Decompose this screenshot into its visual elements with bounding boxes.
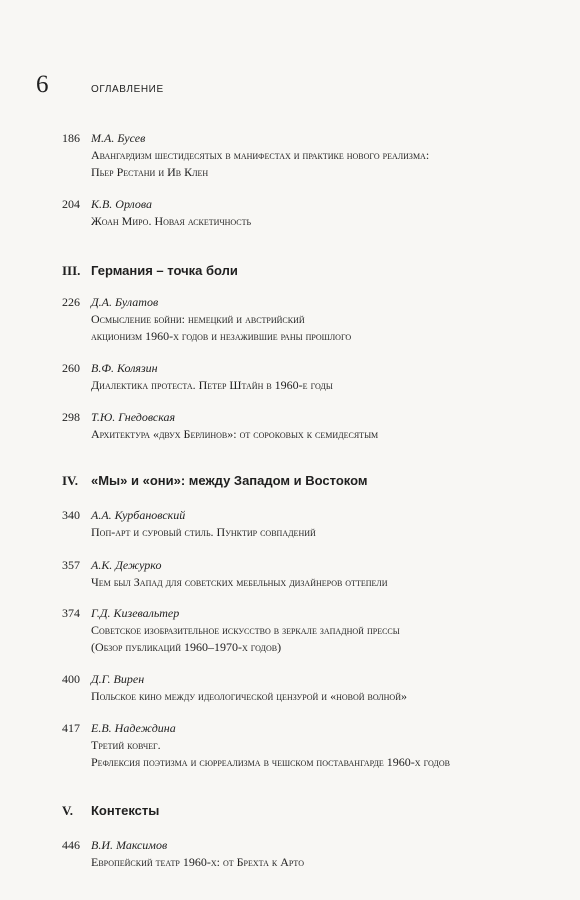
entry-author: А.К. Дежурко: [91, 558, 162, 572]
entry-title-line: Европейский театр 1960-х: от Брехта к Арто: [91, 855, 304, 869]
entry-title-line: Архитектура «двух Берлинов»: от сороковых к семидесятым: [91, 427, 379, 441]
entry-title-line: Осмысление бойни: немецкий и австрийский: [91, 312, 305, 326]
entry-title: [91, 622, 531, 656]
entry-author: А.А. Курбановский: [91, 508, 186, 522]
entry-title-line: Третий ковчег.: [91, 738, 161, 752]
entry-title: [91, 854, 531, 871]
entry-page: 400: [62, 672, 80, 686]
entry-title-line: (Обзор публикаций 1960–1970-х годов): [91, 640, 282, 654]
entry-author: Д.Г. Вирен: [91, 672, 145, 686]
section-number: V.: [62, 803, 73, 818]
entry-title: [91, 688, 531, 705]
entry-page: 204: [62, 197, 80, 211]
section-number: IV.: [62, 473, 79, 488]
entry-author: М.А. Бусев: [91, 131, 146, 145]
entry-page: 186: [62, 131, 80, 145]
entry-page: 446: [62, 838, 80, 852]
entry-page: 298: [62, 410, 80, 424]
section-title: Контексты: [91, 803, 160, 818]
entry-page: 260: [62, 361, 80, 375]
section-number: III.: [62, 263, 81, 278]
entry-page: 417: [62, 721, 80, 735]
entry-title-line: Поп-арт и суровый стиль. Пунктир совпадений: [91, 525, 316, 539]
entry-page: 357: [62, 558, 80, 572]
entry-title-line: Рефлексия поэтизма и сюрреализма в чешском поставангарде 1960-х годов: [91, 755, 450, 769]
entry-author: В.И. Максимов: [91, 838, 168, 852]
entry-title-line: Диалектика протеста. Петер Штайн в 1960-е годы: [91, 378, 333, 392]
entry-author: Е.В. Надеждина: [91, 721, 176, 735]
entry-title: [91, 574, 531, 591]
entry-title: [91, 377, 531, 394]
entry-author: В.Ф. Колязин: [91, 361, 158, 375]
entry-page: 374: [62, 606, 80, 620]
entry-title: [91, 311, 531, 345]
entry-title-line: Жоан Миро. Новая аскетичность: [91, 214, 252, 228]
entry-title-line: Советское изобразительное искусство в зеркале западной прессы: [91, 623, 400, 637]
entry-title-line: Авангардизм шестидесятых в манифестах и практике нового реализма:: [91, 148, 430, 162]
running-title: ОГЛАВЛЕНИЕ: [91, 84, 164, 95]
entry-author: Д.А. Булатов: [91, 295, 159, 309]
entry-page: 340: [62, 508, 80, 522]
entry-page: 226: [62, 295, 80, 309]
section-title: Германия – точка боли: [91, 263, 238, 278]
section-title: «Мы» и «они»: между Западом и Востоком: [91, 473, 368, 488]
entry-title: [91, 737, 531, 771]
entry-title-line: Польское кино между идеологической цензурой и «новой волной»: [91, 689, 407, 703]
entry-title-line: Пьер Рестани и Ив Клен: [91, 165, 209, 179]
entry-title: [91, 147, 531, 181]
page-number: 6: [36, 71, 49, 98]
entry-title-line: Чем был Запад для советских мебельных дизайнеров оттепели: [91, 575, 388, 589]
entry-author: Т.Ю. Гнедовская: [91, 410, 176, 424]
entry-author: Г.Д. Кизевальтер: [91, 606, 180, 620]
entry-title: [91, 426, 531, 443]
entry-title: [91, 524, 531, 541]
entry-author: К.В. Орлова: [91, 197, 153, 211]
entry-title: [91, 213, 531, 230]
entry-title-line: акционизм 1960-х годов и незажившие раны прошлого: [91, 329, 352, 343]
